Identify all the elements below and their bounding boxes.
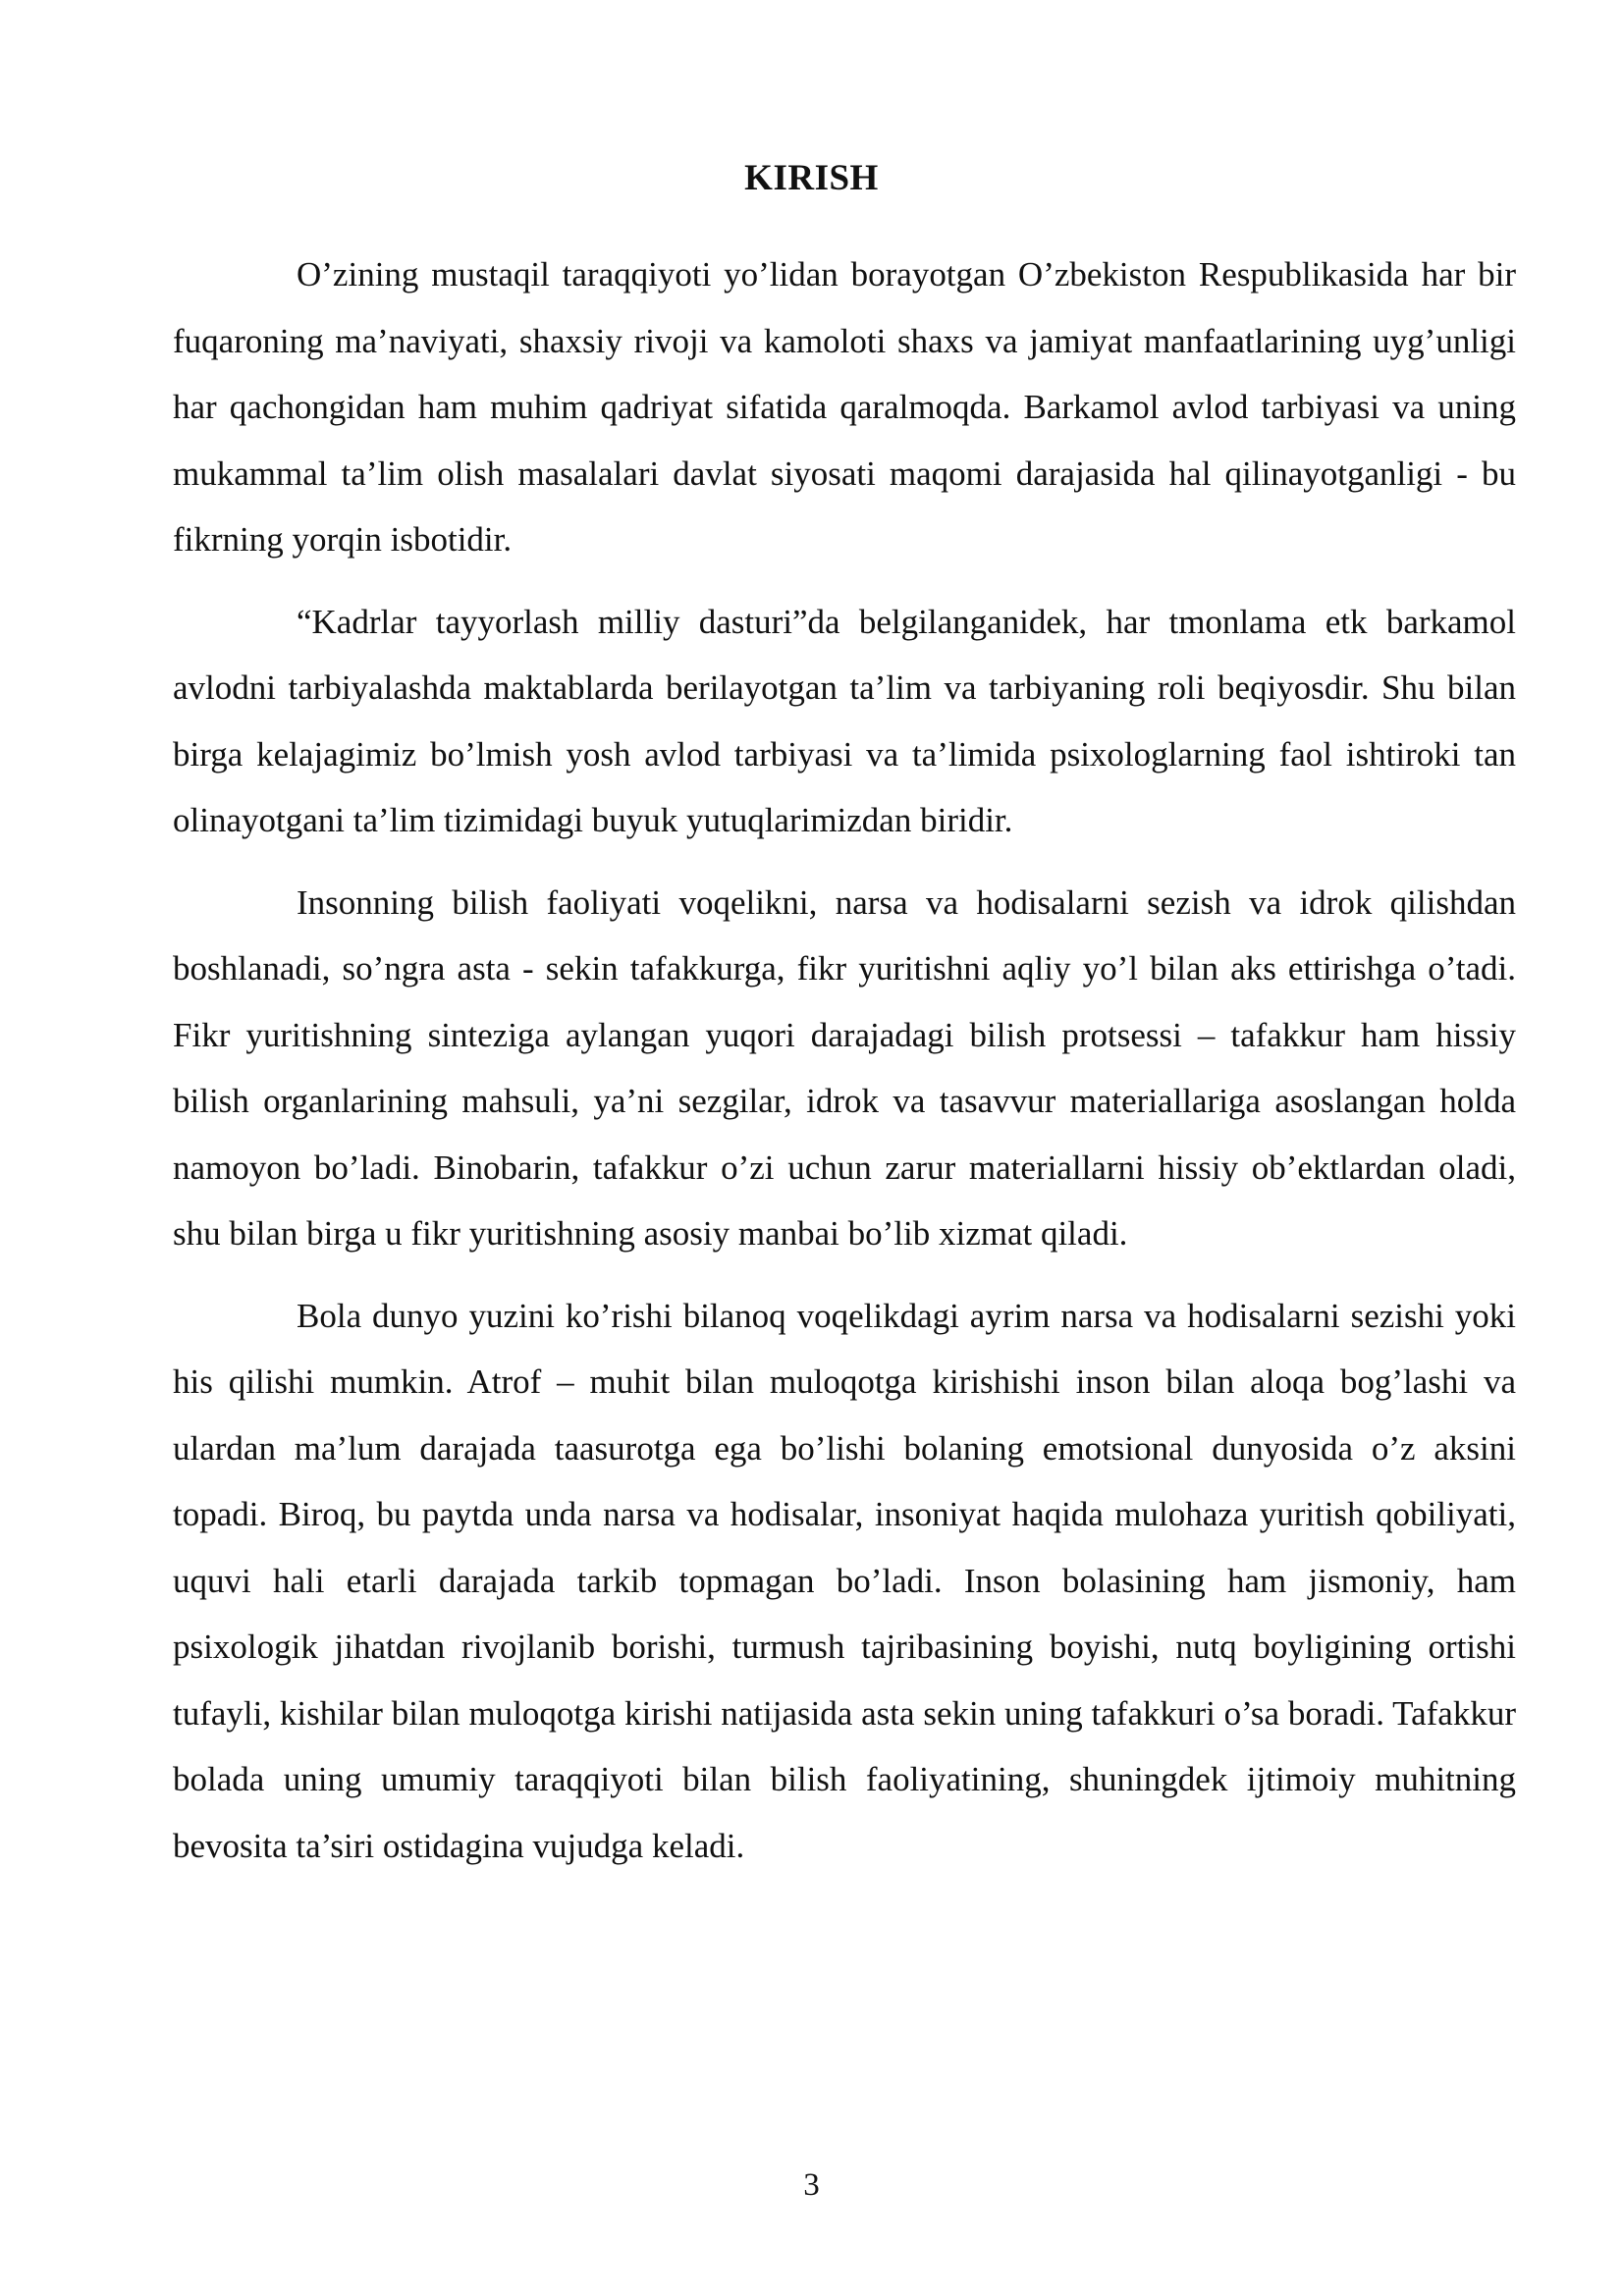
paragraph-3: Insonning bilish faoliyati voqelikni, narsa va hodisalarni sezish va idrok qilishdan boshlanadi, so’ngra asta - sekin tafakkurga, fikr yuritishni aqliy yo’l bilan aks ettirishga o’tadi. Fikr yuritishning sinteziga aylangan yuqori darajadagi bilish protsessi – tafakkur ham hissiy bilish organlarining mahsuli, ya’ni sezgilar, idrok va tasavvur materiallariga asoslangan holda namoyon bo’ladi. Binobarin, tafakkur o’zi uchun zarur materiallarni hissiy ob’ektlardan oladi, shu bilan birga u fikr yuritishning asosiy manbai bo’lib xizmat qiladi. bbox=[173, 882, 1516, 1253]
paragraph-2: “Kadrlar tayyorlash milliy dasturi”da belgilanganidek, har tmonlama etk barkamol avlodni tarbiyalashda maktablarda berilayotgan ta’lim va tarbiyaning roli beqiyosdir. Shu bilan birga kelajagimiz bo’lmish yosh avlod tarbiyasi va ta’limida psixologlarning faol ishtiroki tan olinayotgani ta’lim tizimidagi buyuk yutuqlarimizdan biridir. bbox=[173, 602, 1516, 839]
paragraph-1: O’zining mustaqil taraqqiyoti yo’lidan borayotgan O’zbekiston Respublikasida har bir fuqaroning ma’naviyati, shaxsiy rivoji va kamoloti shaxs va jamiyat manfaatlarining uyg’unligi har qachongidan ham muhim qadriyat sifatida qaralmoqda. Barkamol avlod tarbiyasi va uning mukammal ta’lim olish masalalari davlat siyosati maqomi darajasida hal qilinayotganligi - bu fikrning yorqin isbotidir. bbox=[173, 255, 1516, 559]
page-title: KIRISH bbox=[744, 158, 879, 198]
paragraph-4: Bola dunyo yuzini ko’rishi bilanoq voqelikdagi ayrim narsa va hodisalarni sezishi yoki his qilishi mumkin. Atrof – muhit bilan muloqotga kirishishi inson bilan aloqa bog’lashi va ulardan ma’lum darajada taasurotga ega bo’lishi bolaning emotsional dunyosida o’z aksini topadi. Biroq, bu paytda unda narsa va hodisalar, insoniyat haqida mulohaza yuritish qobiliyati, uquvi hali etarli darajada tarkib topmagan bo’ladi. Inson bolasining ham jismoniy, ham psixologik jihatdan rivojlanib borishi, turmush tajribasining boyishi, nutq boyligining ortishi tufayli, kishilar bilan muloqotga kirishi natijasida asta sekin uning tafakkuri o’sa boradi. Tafakkur bolada uning umumiy taraqqiyoti bilan bilish faoliyatining, shuningdek ijtimoiy muhitning bevosita ta’siri ostidagina vujudga keladi. bbox=[173, 1296, 1516, 1865]
body-text bbox=[173, 241, 1516, 1895]
page-number: 3 bbox=[803, 2167, 820, 2203]
